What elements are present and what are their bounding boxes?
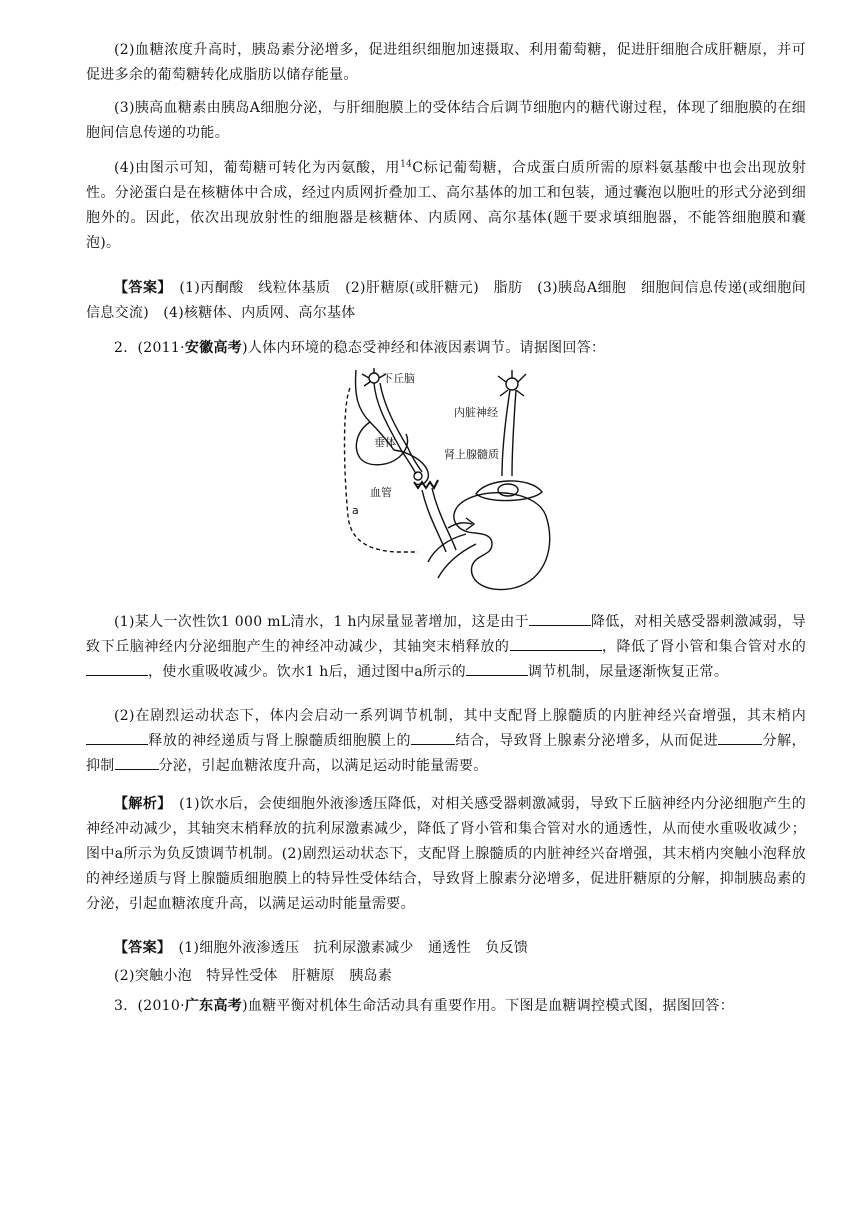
text: (1)某人一次性饮1 000 mL清水，1 h内尿量显著增加，这是由于 bbox=[114, 614, 529, 630]
paragraph-analysis-3: (3)胰高血糖素由胰岛A细胞分泌，与肝细胞膜上的受体结合后调节细胞内的糖代谢过程，体现了细胞膜的在细胞间信息传递的功能。 bbox=[86, 100, 806, 141]
answer-text: (1)丙酮酸 线粒体基质 (2)肝糖原(或肝糖元) 脂肪 (3)胰岛A细胞 细胞间信息传递(或细胞间信息交流) (4)核糖体、内质网、高尔基体 bbox=[86, 280, 806, 321]
paragraph-analysis-4 bbox=[86, 156, 806, 256]
text: 调节机制，尿量逐渐恢复正常。 bbox=[527, 664, 729, 680]
answer-blank[interactable] bbox=[466, 661, 528, 676]
text: (4)由图示可知，葡萄糖可转化为丙氨酸，用 bbox=[114, 160, 401, 176]
question-2-part-2 bbox=[86, 704, 806, 779]
paragraph-analysis-2: (2)血糖浓度升高时，胰岛素分泌增多，促进组织细胞加速摄取、利用葡萄糖，促进肝细胞合成肝糖原，并可促进多余的葡萄糖转化成脂肪以储存能量。 bbox=[86, 42, 806, 83]
answer-blank[interactable] bbox=[411, 730, 455, 745]
question-source: 安徽高考 bbox=[184, 340, 243, 356]
answer-blank[interactable] bbox=[529, 611, 591, 626]
answer-blank[interactable] bbox=[510, 636, 602, 651]
superscript: 14 bbox=[400, 159, 413, 170]
answer-tag: 【答案】 bbox=[114, 280, 165, 296]
question-2-stem bbox=[86, 336, 806, 361]
answer-blank[interactable] bbox=[115, 755, 159, 770]
text: ，使水重吸收减少。饮水1 h后，通过图中a所示的 bbox=[148, 664, 466, 680]
label-visceral-nerve: 内脏神经 bbox=[454, 406, 498, 419]
label-hypothalamus: 下丘脑 bbox=[382, 372, 415, 385]
text: ，降低了肾小管和集合管对水的 bbox=[601, 639, 806, 655]
text: 释放的神经递质与肾上腺髓质细胞膜上的 bbox=[148, 733, 412, 749]
question-number: 3．(2010· bbox=[114, 998, 185, 1014]
answer-text: (1)细胞外液渗透压 抗利尿激素减少 通透性 负反馈 bbox=[164, 940, 529, 956]
answer-blank[interactable] bbox=[86, 730, 148, 745]
text: C标记葡萄糖，合成蛋白质所需的原料氨基酸中也会出现放射性。分泌蛋白是在核糖体中合成，经过内质网折叠加工、高尔基体的加工和包装，通过囊泡以胞吐的形式分泌到细胞外的。因此，依次出现放射性的细胞器是核糖体、内质网、高尔基体(题干要求填细胞器，不能答细胞膜和囊泡)。 bbox=[86, 160, 806, 251]
text: 降低，对相关感受器刺激减弱，导致下丘脑神经内分泌细胞产生的神经冲动减少，其轴突末梢释放的 bbox=[86, 614, 806, 655]
analysis-text: (1)饮水后，会使细胞外液渗透压降低，对相关感受器刺激减弱，导致下丘脑神经内分泌细胞产生的神经冲动减少，其轴突末梢释放的抗利尿激素减少，降低了肾小管和集合管对水的通透性，从而使水重吸收减少；图中a所示为负反馈调节机制。(2)剧烈运动状态下，支配肾上腺髓质的内脏神经兴奋增强，其末梢内突触小泡释放的神经递质与肾上腺髓质细胞膜上的特异性受体结合，导致肾上腺素分泌增多，促进肝糖原的分解，抑制胰岛素的分泌，引起血糖浓度升高，以满足运动时能量需要。 bbox=[86, 796, 806, 912]
question-text: )血糖平衡对机体生命活动具有重要作用。下图是血糖调控模式图，据图回答： bbox=[242, 998, 735, 1014]
answer-tag: 【答案】 bbox=[114, 940, 165, 956]
question-number: 2．(2011· bbox=[114, 340, 185, 356]
answer-2-line-1 bbox=[86, 936, 806, 961]
label-a: a bbox=[352, 504, 359, 517]
answer-blank[interactable] bbox=[718, 730, 762, 745]
label-adrenal-medulla: 肾上腺髓质 bbox=[444, 448, 499, 461]
text: 结合，导致肾上腺素分泌增多，从而促进 bbox=[455, 733, 719, 749]
question-source: 广东高考 bbox=[184, 998, 243, 1014]
answer-blank[interactable] bbox=[86, 661, 148, 676]
question-text: )人体内环境的稳态受神经和体液因素调节。请据图回答： bbox=[242, 340, 606, 356]
analysis-tag: 【解析】 bbox=[114, 796, 165, 812]
analysis-2 bbox=[86, 792, 806, 917]
neuro-endocrine-figure bbox=[336, 366, 556, 594]
text: 分解，抑制 bbox=[86, 733, 806, 774]
answer-1 bbox=[86, 276, 806, 326]
label-pituitary: 垂体 bbox=[374, 436, 396, 449]
question-2-part-1 bbox=[86, 610, 806, 685]
question-3-stem bbox=[86, 994, 806, 1019]
figure-drawing bbox=[336, 366, 556, 594]
answer-2-line-2: (2)突触小泡 特异性受体 肝糖原 胰岛素 bbox=[114, 968, 393, 984]
text: 分泌，引起血糖浓度升高，以满足运动时能量需要。 bbox=[158, 758, 488, 774]
text: (2)在剧烈运动状态下，体内会启动一系列调节机制，其中支配肾上腺髓质的内脏神经兴奋增强，其末梢内 bbox=[114, 708, 806, 724]
label-vessel: 血管 bbox=[370, 486, 392, 499]
